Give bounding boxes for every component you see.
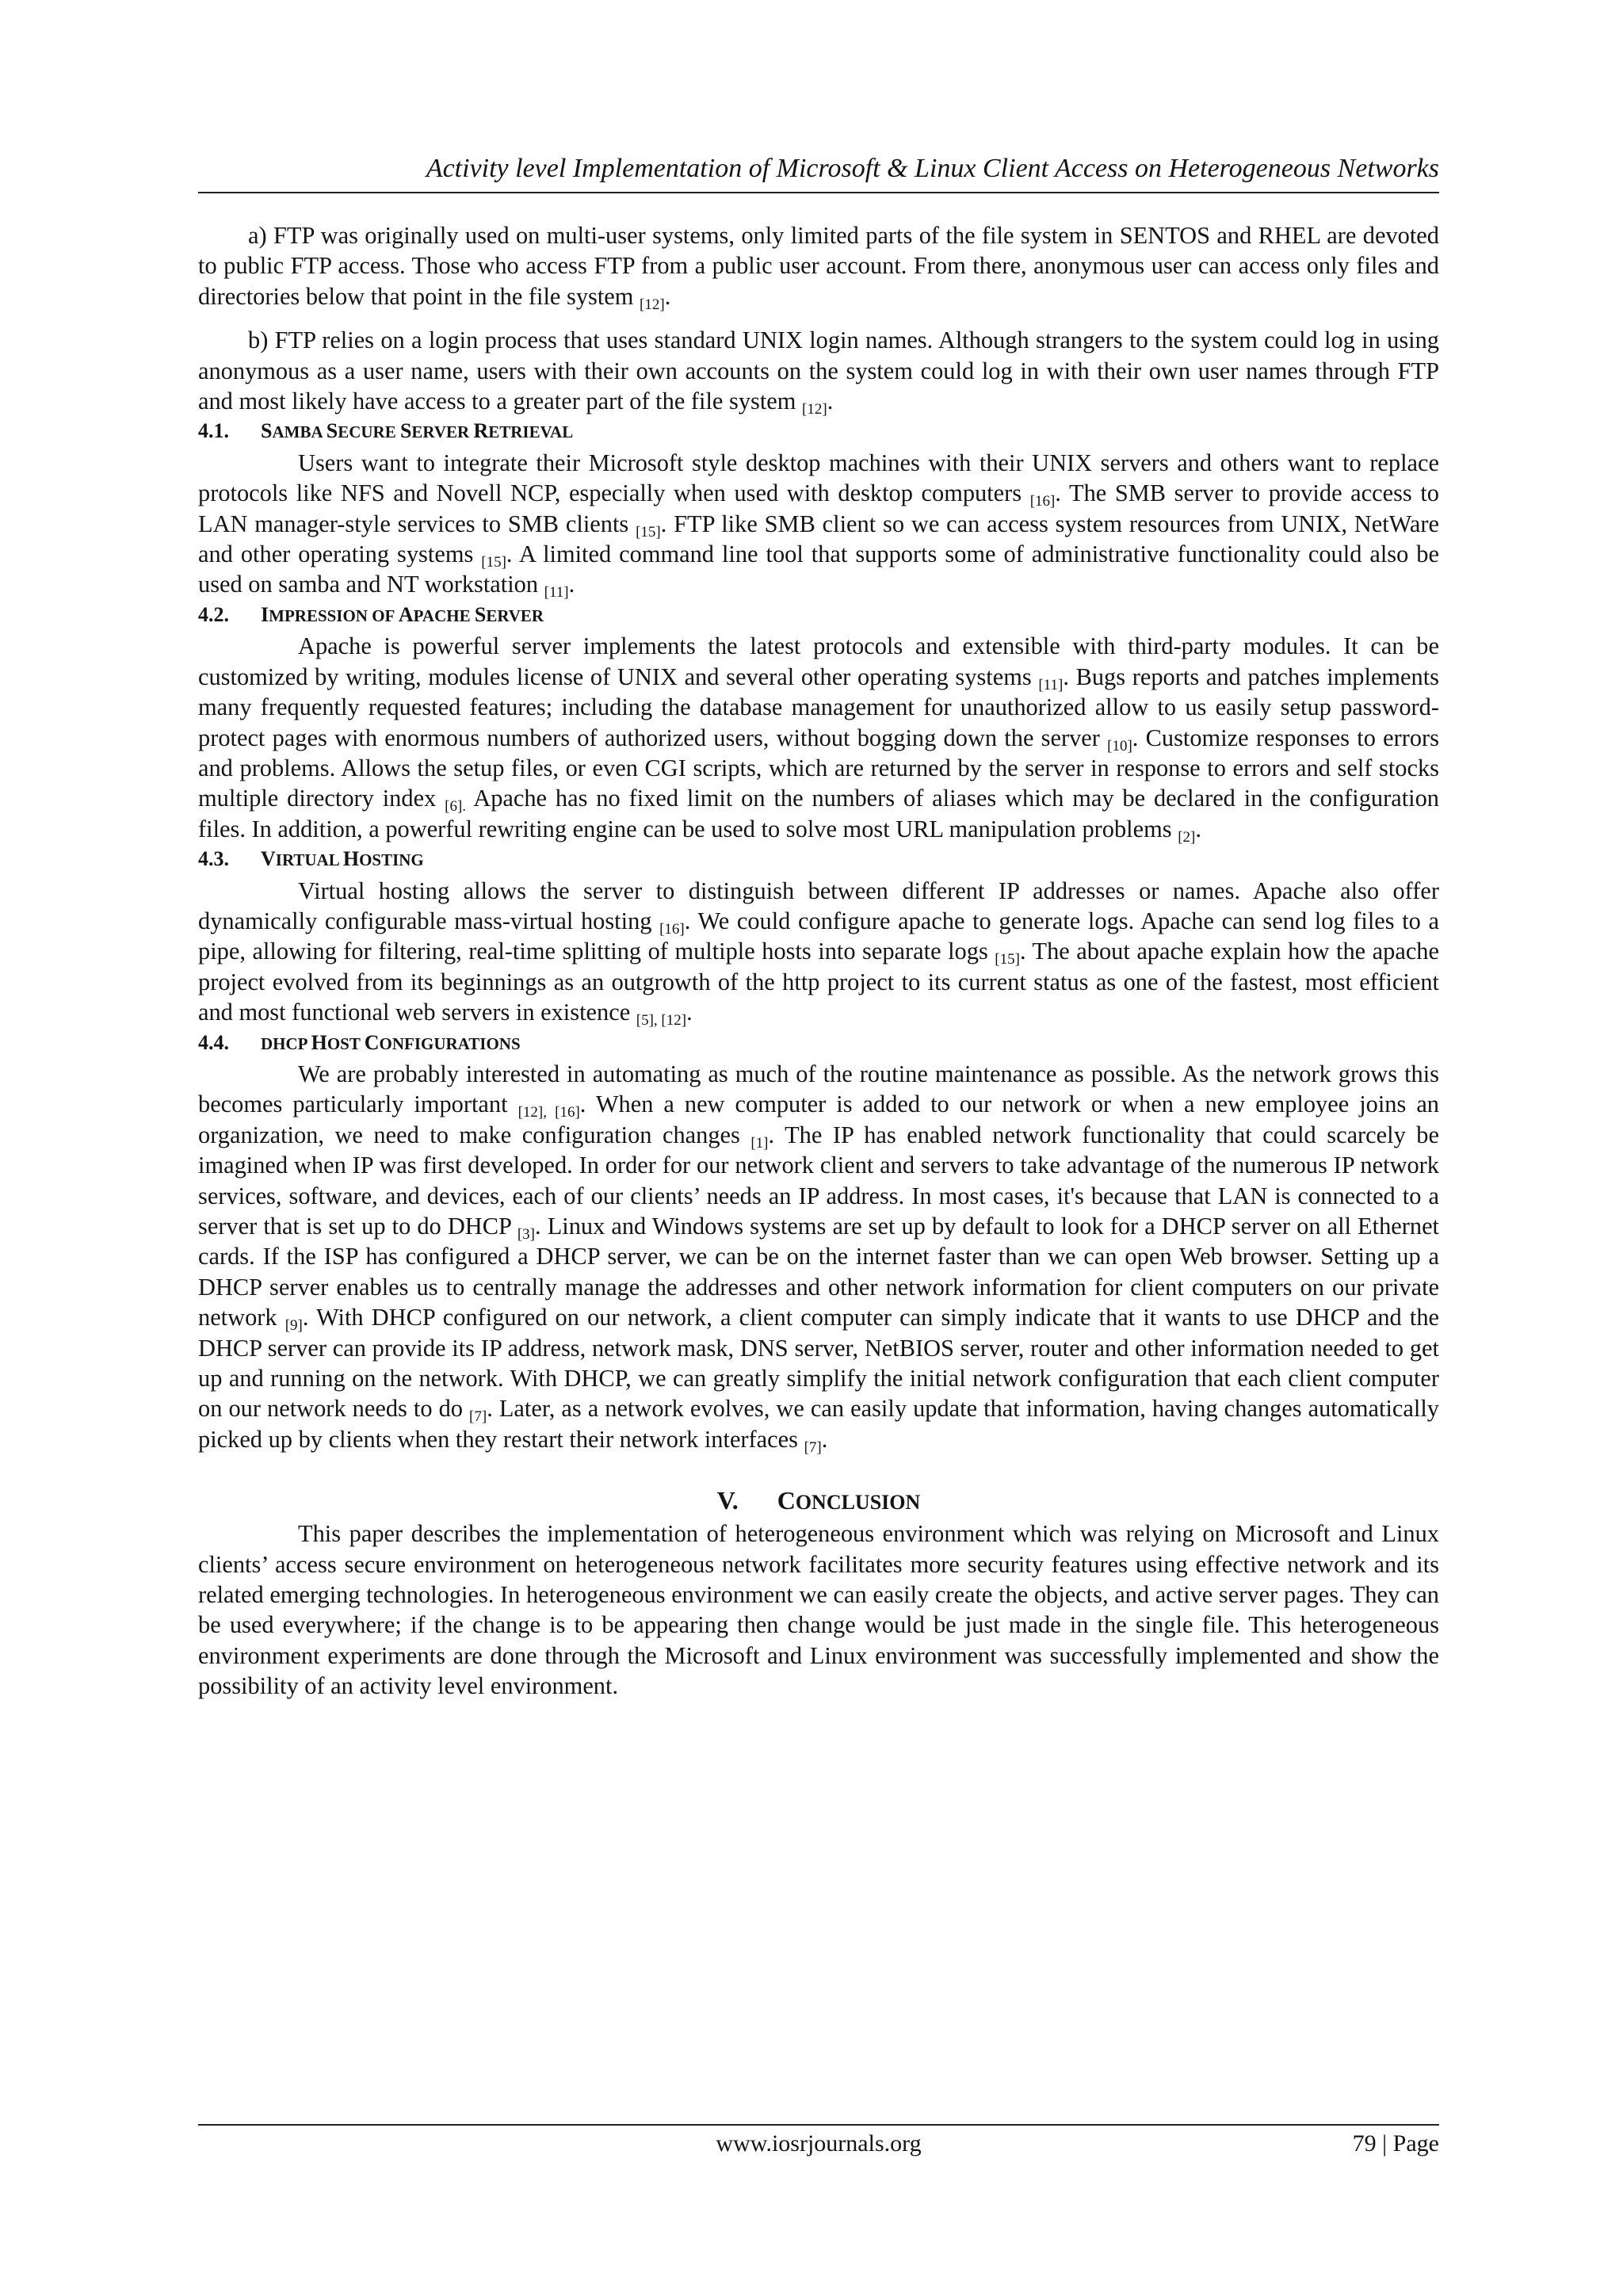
- heading-small: ERVER: [411, 422, 474, 442]
- section-number: 4.2.: [198, 602, 229, 626]
- running-title: Activity level Implementation of Microsoft & Linux Client Access on Heterogeneous Networks: [426, 154, 1439, 183]
- heading-cap: S: [399, 419, 412, 443]
- text: Users want to integrate their Microsoft style desktop machines with their UNIX servers and others want to replace protocols like NFS and Novell NCP, especially when used with desktop computers: [198, 449, 1439, 507]
- text: We are probably interested in automating as much of the routine maintenance as possible. As the network grows this becomes particularly important: [198, 1060, 1439, 1118]
- citation: [9]: [285, 1317, 303, 1335]
- section-heading-4-1: [198, 416, 1439, 447]
- heading-cap: S: [326, 419, 338, 443]
- citation: [3]: [517, 1226, 536, 1243]
- paragraph-virtual-hosting: [198, 876, 1439, 1028]
- text: .: [568, 571, 575, 598]
- heading-cap: H: [311, 1030, 327, 1054]
- section-heading-4-2: [198, 600, 1439, 631]
- heading-cap: R: [473, 419, 489, 443]
- heading-small: ONFIGURATIONS: [379, 1033, 521, 1053]
- text: .: [664, 282, 671, 310]
- text: . With DHCP configured on our network, a client computer can simply indicate that it wants to use DHCP and the DHCP server can provide its IP address, network mask, DNS server, NetBIOS server, router and other information needed to get up and running on the network. With DHCP, we can greatly simplify the initial network configuration that each client computer on our network needs to do: [198, 1304, 1439, 1423]
- paragraph-samba: [198, 448, 1439, 600]
- heading-small: ETRIEVAL: [488, 422, 574, 442]
- citation: [7]: [469, 1408, 487, 1426]
- citation: [16]: [659, 920, 685, 938]
- text: .: [827, 388, 834, 415]
- footer-rule: [198, 2124, 1439, 2126]
- citation: [16]: [1029, 493, 1056, 510]
- text: . We could configure apache to generate logs. Apache can send log files to a pipe, allowing for filtering, real-time splitting of multiple hosts into separate logs: [198, 907, 1440, 965]
- section-number: V.: [716, 1486, 739, 1515]
- text: . When a new computer is added to our network or when a new employee joins an organization, we need to make configuration changes: [198, 1091, 1439, 1148]
- text: Virtual hosting allows the server to distinguish between different IP addresses or names. Apache also offer dynamically configurable mass-virtual hosting: [198, 877, 1439, 934]
- heading-small: MPRESSION OF: [269, 606, 399, 625]
- section-heading-conclusion: [198, 1484, 1439, 1519]
- citation: [1]: [750, 1134, 769, 1152]
- heading-small: IRTUAL: [275, 850, 343, 870]
- paragraph-ftp-a: [198, 220, 1439, 311]
- section-heading-4-3: [198, 844, 1439, 875]
- paragraph-apache: [198, 631, 1439, 844]
- citation: [5], [12]: [636, 1012, 687, 1030]
- citation: [2]: [1178, 828, 1196, 846]
- citation: [10]: [1107, 737, 1132, 755]
- heading-small: ECURE: [338, 422, 400, 442]
- citation: [15]: [481, 554, 506, 571]
- text: . FTP like SMB client so we can access system resources from UNIX, NetWare and other operating systems: [198, 510, 1439, 568]
- citation: [11]: [544, 584, 569, 602]
- text: . Customize responses to errors and problems. Allows the setup files, or even CGI scripts, which are returned by the server in response to errors and self stocks multiple directory index: [198, 724, 1439, 812]
- text: Apache has no fixed limit on the numbers of aliases which may be declared in the configuration files. In addition, a powerful rewriting engine can be used to solve most URL manipulation problems: [198, 785, 1439, 842]
- heading-small: AMBA: [272, 422, 327, 442]
- text: . Later, as a network evolves, we can easily update that information, having changes automatically picked up by clients when they restart their network interfaces: [198, 1395, 1439, 1453]
- journal-website: www.iosrjournals.org: [716, 2130, 922, 2157]
- paragraph-dhcp: [198, 1059, 1439, 1454]
- heading-cap: I: [261, 602, 269, 626]
- heading-cap: A: [398, 602, 414, 626]
- section-number: 4.4.: [198, 1030, 229, 1054]
- citation: [15]: [636, 523, 661, 541]
- heading-small: ONCLUSION: [795, 1491, 921, 1515]
- heading-cap: S: [474, 602, 487, 626]
- heading-cap: V: [261, 847, 276, 871]
- text: .: [686, 999, 693, 1026]
- text: . The SMB server to provide access to LAN manager-style services to SMB clients: [198, 479, 1439, 537]
- text: . The about apache explain how the apache project evolved from its beginnings as an outgrowth of the http project to its current status as one of the fastest, most efficient and most functional web servers in existence: [198, 938, 1439, 1026]
- text: b) FTP relies on a login process that uses standard UNIX login names. Although strangers to the system could log in using anonymous as a user name, users with their own accounts on the system could log in with their own user names through FTP and most likely have access to a greater part of the file system: [198, 327, 1439, 415]
- text: Apache is powerful server implements the latest protocols and extensible with third-party modules. It can be customized by writing, modules license of UNIX and several other operating systems: [198, 632, 1439, 690]
- heading-small: ERVER: [486, 606, 544, 625]
- text: a) FTP was originally used on multi-user systems, only limited parts of the file system in SENTOS and RHEL are devoted to public FTP access. Those who access FTP from a public user account. From there, anonymous user can access only files and directories below that point in the file system: [198, 222, 1439, 310]
- section-heading-4-4: [198, 1028, 1439, 1059]
- page-body: [198, 220, 1439, 1702]
- text: . Bugs reports and patches implements many frequently requested features; including the database management for unauthorized allow to us easily setup password-protect pages with enormous numbers of authorized users, without bogging down the server: [198, 663, 1439, 751]
- citation: [6].: [445, 798, 467, 816]
- text: . The IP has enabled network functionality that could scarcely be imagined when IP was first developed. In order for our network client and servers to take advantage of the numerous IP network services, software, and devices, each of our clients’ needs an IP address. In most cases, it's because that LAN is connected to a server that is set up to do DHCP: [198, 1121, 1439, 1240]
- heading-small: OSTING: [359, 850, 424, 870]
- section-number: 4.3.: [198, 847, 229, 871]
- header-rule: [198, 192, 1439, 193]
- citation: [12]: [640, 296, 665, 313]
- paragraph-conclusion: This paper describes the implementation of heterogeneous environment which was relying on Microsoft and Linux clients’ access secure environment on heterogeneous network facilitates more security features using effective network and its related emerging technologies. In heterogeneous environment we can easily create the objects, and active server pages. They can be used everywhere; if the change is to be appearing then change would be just made in the single file. This heterogeneous environment experiments are done through the Microsoft and Linux environment was successfully implemented and show the possibility of an activity level environment.: [198, 1520, 1439, 1700]
- citation: [12]: [802, 401, 827, 418]
- text: . Linux and Windows systems are set up by default to look for a DHCP server on all Ethernet cards. If the ISP has configured a DHCP server, we can be on the internet faster than we can open Web browser. Setting up a DHCP server enables us to centrally manage the addresses and other network information for client computers on our private network: [198, 1213, 1440, 1331]
- citation: [7]: [804, 1438, 822, 1456]
- page-number: 79 | Page: [1352, 2130, 1439, 2157]
- citation: [12], [16]: [517, 1104, 580, 1121]
- citation: [15]: [995, 951, 1020, 968]
- text: . A limited command line tool that supports some of administrative functionality could also be used on samba and NT workstation: [198, 541, 1439, 598]
- heading-cap: C: [777, 1486, 796, 1515]
- heading-small: DHCP: [261, 1033, 311, 1053]
- text: .: [1195, 815, 1201, 842]
- citation: [11]: [1038, 676, 1064, 693]
- heading-cap: H: [342, 847, 360, 871]
- paper-page: [198, 0, 1439, 2296]
- heading-small: OST: [327, 1033, 365, 1053]
- paragraph-ftp-b: [198, 325, 1439, 416]
- heading-cap: S: [261, 419, 273, 443]
- heading-small: PACHE: [413, 606, 475, 625]
- section-number: 4.1.: [198, 419, 229, 443]
- heading-cap: C: [364, 1030, 380, 1054]
- text: .: [821, 1425, 828, 1453]
